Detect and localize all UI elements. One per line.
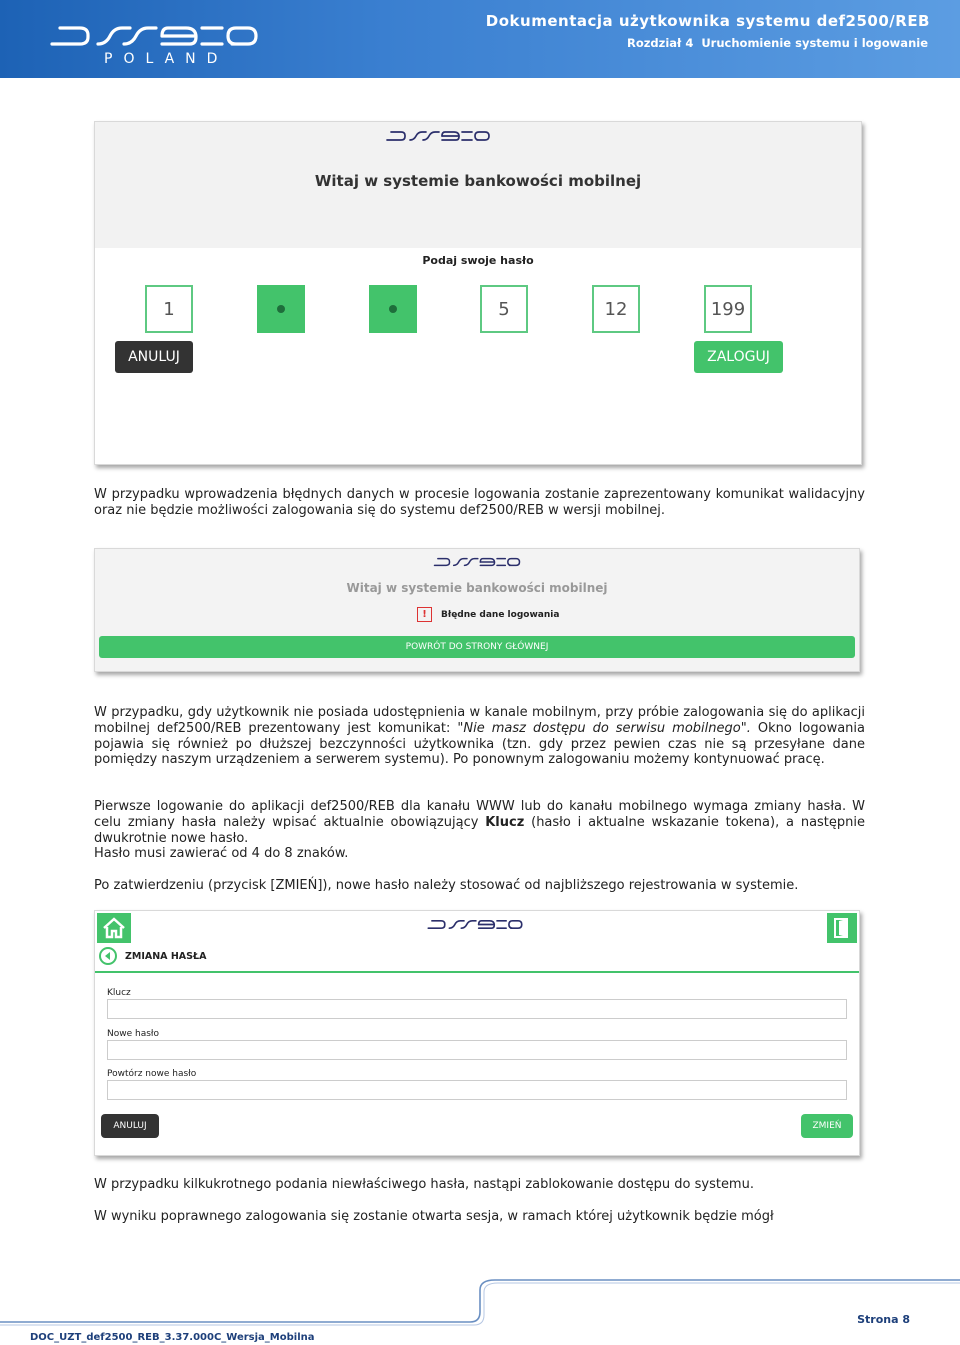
home-button[interactable] [97,913,131,943]
document-title: Dokumentacja użytkownika systemu def2500/REB [485,12,930,30]
new-password-label: Nowe hasło [107,1029,159,1039]
change-button[interactable]: ZMIEŃ [801,1114,853,1138]
asseco-logo-small [433,557,521,567]
warning-icon: ! [417,607,432,622]
filled-dot-icon [389,305,397,313]
repeat-password-input[interactable] [107,1080,847,1100]
home-icon [102,917,126,939]
password-box-6[interactable]: 199 [704,285,752,333]
asseco-logo-small [383,130,493,142]
document-id: DOC_UZT_def2500_REB_3.37.000C_Wersja_Mobilna [30,1332,315,1343]
footer-decoration [0,1272,960,1328]
no-access-quote: "Nie masz dostępu do serwisu mobilnego". [457,720,751,736]
paragraph-after-change: Po zatwierdzeniu (przycisk [ZMIEŃ]), nowe hasło należy stosować od najbliższego rejestrowania w systemie. [94,878,799,893]
repeat-password-label: Powtórz nowe hasło [107,1069,197,1079]
welcome-heading: Witaj w systemie bankowości mobilnej [346,581,608,595]
cancel-button[interactable]: ANULUJ [101,1114,159,1138]
logout-door-icon [833,917,851,939]
chapter-info [619,36,928,50]
paragraph-lockout: W przypadku kilkukrotnego podania niewłaściwego hasła, nastąpi zablokowanie dostępu do systemu. [94,1177,754,1192]
filled-dot-icon [277,305,285,313]
password-box-3[interactable] [369,285,417,333]
login-screenshot [94,121,862,465]
login-header-area [95,122,861,248]
chapter-number: Rozdział 4 [626,36,694,50]
password-box-2[interactable] [257,285,305,333]
asseco-logo [50,24,258,48]
logo-subtitle: POLAND [104,51,229,67]
page-number: Strona 8 [857,1313,910,1326]
section-title: ZMIANA HASŁA [125,950,207,962]
logout-button[interactable] [827,913,857,943]
back-arrow-icon[interactable] [99,947,117,965]
cancel-button[interactable]: ANULUJ [115,341,193,373]
password-box-4[interactable]: 5 [480,285,528,333]
change-password-screenshot [94,910,860,1156]
page-header [0,0,960,78]
error-text: Błędne dane logowania [441,609,560,620]
error-message [417,607,559,622]
back-to-home-button[interactable]: POWRÓT DO STRONY GŁÓWNEJ [99,636,855,658]
paragraph-session: W wyniku poprawnego zalogowania się zostanie otwarta sesja, w ramach której użytkownik będzie mógł [94,1209,774,1224]
klucz-label: Klucz [107,988,131,998]
new-password-input[interactable] [107,1040,847,1060]
paragraph-first-login: Pierwsze logowanie do aplikacji def2500/REB dla kanału WWW lub do kanału mobilnego wymaga zmiany hasła. W celu zmiany hasła należy wpisać aktualnie obowiązujący Klucz (hasło i aktualne wskazanie tokena), a następnie dwukrotnie nowe hasło. Hasło musi zawierać od 4 do 8 znaków. [94,799,865,862]
paragraph-no-access: W przypadku, gdy użytkownik nie posiada udostępnienia w kanale mobilnym, przy próbie zalogowania się do aplikacji mobilnej def2500/REB prezentowany jest komunikat: "Nie masz dostępu do serwisu mobilnego". Okno logowania pojawia się również po dłuższej bezczynności użytkownika (tzn. gdy przez pewien czas nie są przesyłane dane pomiędzy naszym urządzeniem a serwerem systemu). Po ponownym zalogowaniu możemy kontynuować pracę. [94,705,865,768]
section-divider [95,971,859,973]
asseco-logo-small [425,919,525,930]
password-box-1[interactable]: 1 [145,285,193,333]
error-screenshot [94,548,860,672]
welcome-heading: Witaj w systemie bankowości mobilnej [314,172,642,190]
chapter-title: Uruchomienie systemu i logowanie [701,36,928,50]
klucz-input[interactable] [107,999,847,1019]
section-header [99,947,206,965]
paragraph-validation: W przypadku wprowadzenia błędnych danych w procesie logowania zostanie zaprezentowany komunikat walidacyjny oraz nie będzie możliwości zalogowania się do systemu def2500/REB w wersji mobilnej. [94,487,865,518]
login-button[interactable]: ZALOGUJ [694,341,783,373]
klucz-term: Klucz [485,814,525,830]
password-box-5[interactable]: 12 [592,285,640,333]
password-prompt: Podaj swoje hasło [422,254,534,267]
